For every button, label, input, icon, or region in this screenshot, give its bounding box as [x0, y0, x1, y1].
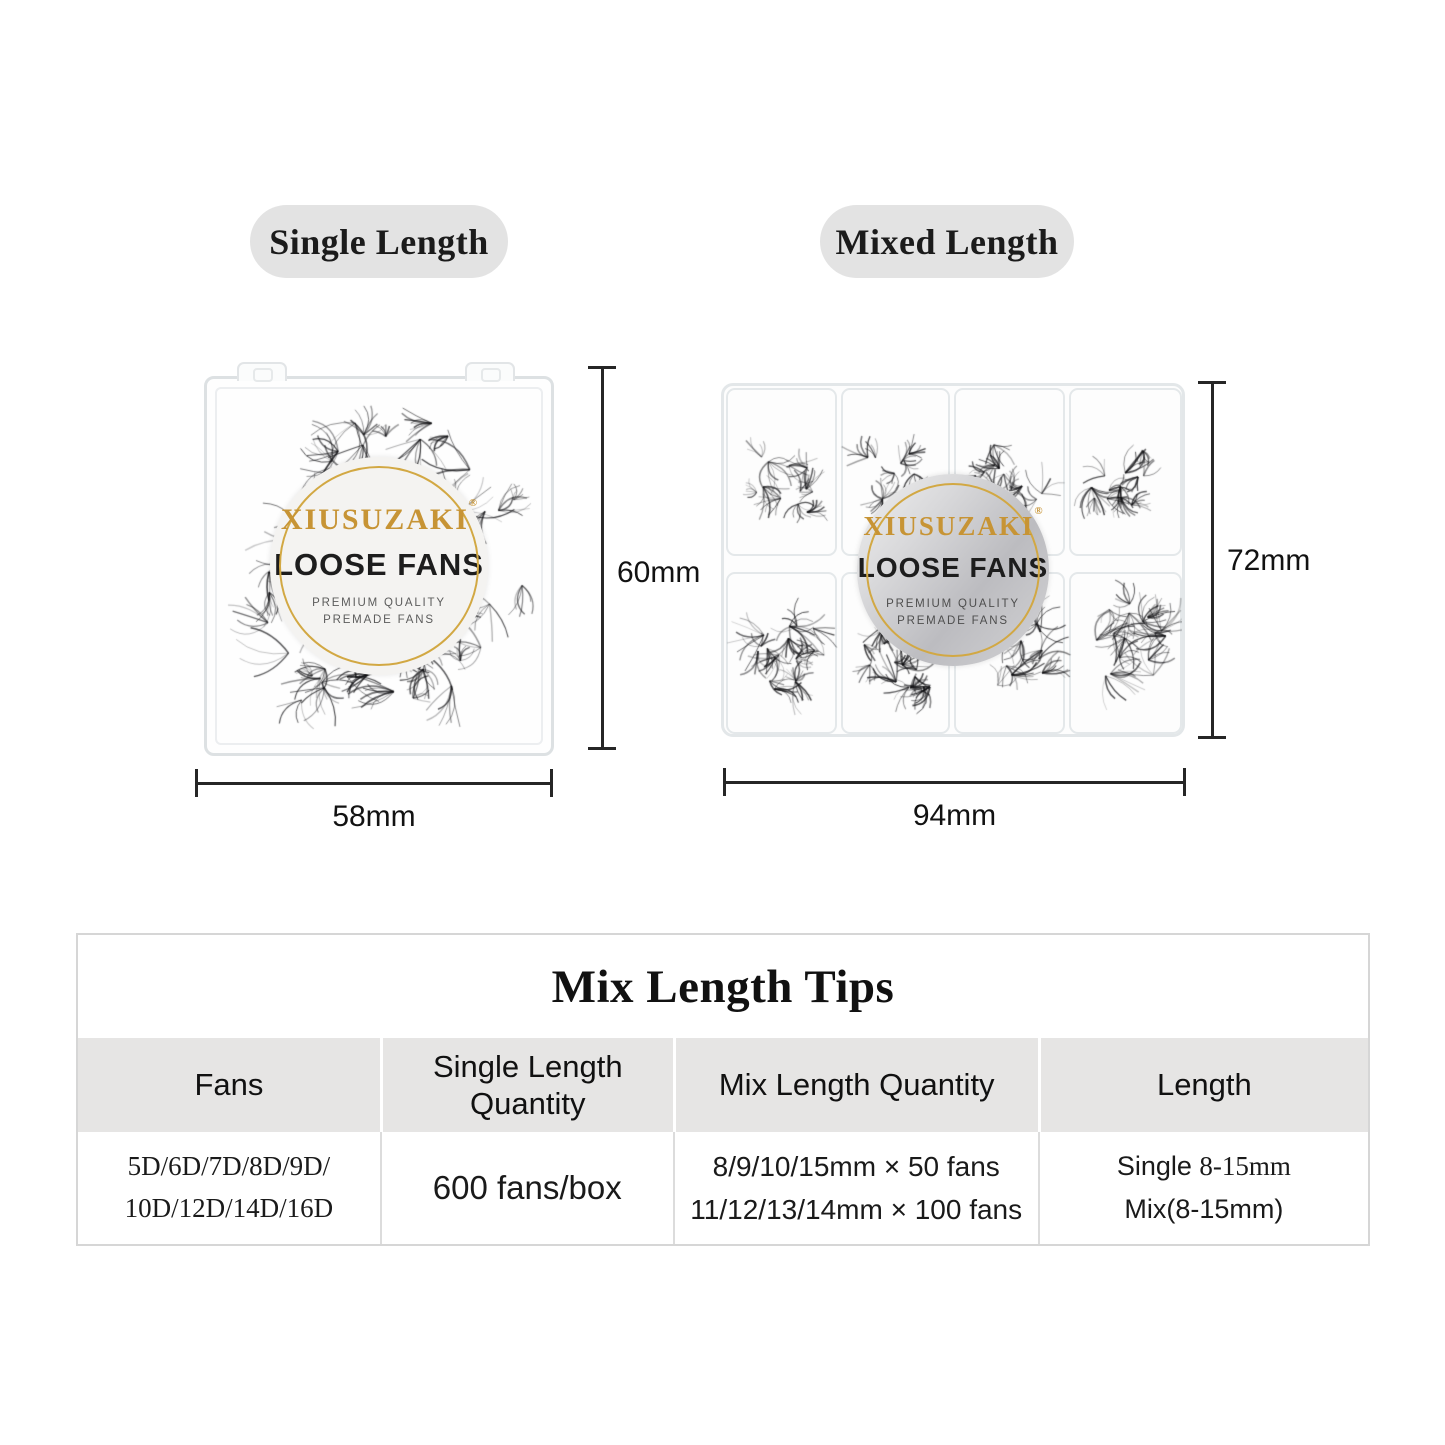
- dimension-value-mixed-height: 72mm: [1227, 544, 1311, 577]
- mixed-length-box-photo: [721, 383, 1185, 737]
- dimension-value-single-height: 60mm: [617, 556, 701, 589]
- badge-mixed-length-label: Mixed Length: [835, 221, 1059, 262]
- brand-label: [857, 474, 1049, 666]
- dimension-line-mixed-height: [1198, 381, 1226, 739]
- cell-fans: 5D/6D/7D/8D/9D/ 10D/12D/14D/16D: [124, 1151, 334, 1223]
- cell-mix-length-quantity: 8/9/10/15mm × 50 fans 11/12/13/14mm × 100 fans: [673, 1132, 1038, 1244]
- table-header-row: [78, 1038, 1368, 1132]
- column-header-fans: Fans: [194, 1067, 264, 1103]
- brand-tagline: PREMIUM QUALITY PREMADE FANS: [886, 597, 1020, 627]
- cell-single-length-quantity: 600 fans/box: [380, 1132, 673, 1244]
- dimension-line-single-width: [195, 769, 553, 797]
- column-header-mix-length-quantity: Mix Length Quantity: [673, 1038, 1038, 1132]
- registered-mark: ®: [1034, 504, 1043, 517]
- dimension-value-single-width: 58mm: [332, 800, 416, 833]
- product-name: LOOSE FANS: [857, 551, 1049, 583]
- dimension-line-single-height: [588, 366, 616, 750]
- brand-tagline: PREMIUM QUALITY PREMADE FANS: [312, 596, 446, 626]
- column-header-single-length-quantity: Single Length Quantity: [380, 1038, 673, 1132]
- brand-label: [270, 457, 488, 675]
- badge-single-length: [250, 205, 508, 278]
- mix-length-tips-table: [76, 933, 1370, 1246]
- badge-mixed-length: [820, 205, 1074, 278]
- single-length-box-photo: [204, 376, 554, 756]
- product-name: LOOSE FANS: [274, 546, 484, 582]
- dimension-line-mixed-width: [723, 768, 1186, 796]
- badge-single-length-label: Single Length: [269, 221, 489, 262]
- column-header-length: Length: [1038, 1038, 1368, 1132]
- table-data-row: [78, 1132, 1368, 1244]
- dimension-value-mixed-width: 94mm: [912, 799, 997, 832]
- registered-mark: ®: [468, 496, 478, 509]
- brand-name: XIUSUZAKI®: [280, 496, 478, 536]
- cell-length: Single 8-15mm Mix(8-15mm): [1038, 1132, 1368, 1244]
- table-title: Mix Length Tips: [551, 960, 895, 1013]
- brand-name: XIUSUZAKI®: [863, 504, 1043, 541]
